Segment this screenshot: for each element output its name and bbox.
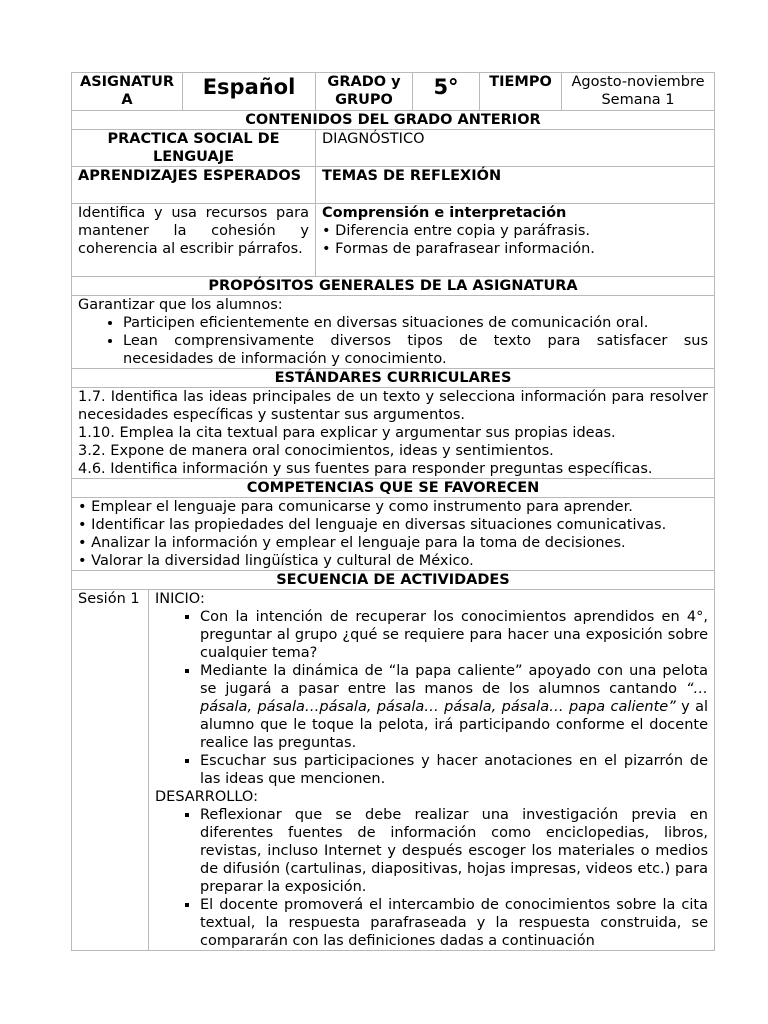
temas-label: TEMAS DE REFLEXIÓN <box>316 167 715 204</box>
practica-value: DIAGNÓSTICO <box>316 130 715 167</box>
list-item: 3.2. Expone de manera oral conocimientos, ideas y sentimientos. <box>78 443 554 459</box>
competencias-cell <box>72 498 715 571</box>
list-item: • Participen eficientemente en diversas situaciones de comunicación oral. <box>123 314 708 332</box>
secuencia-title: SECUENCIA DE ACTIVIDADES <box>72 571 715 590</box>
session-label: Sesión 1 <box>72 590 149 951</box>
grado-value: 5° <box>413 73 480 111</box>
asignatura-value: Español <box>183 73 316 111</box>
estandares-title: ESTÁNDARES CURRICULARES <box>72 369 715 388</box>
list-item: • Identificar las propiedades del lenguaje en diversas situaciones comunicativas. <box>78 517 667 533</box>
grado-label: GRADO y GRUPO <box>316 73 413 111</box>
list-item: 1.7. Identifica las ideas principales de un texto y selecciona información para resolver necesidades específicas y sustentar sus argumentos. <box>78 389 708 423</box>
list-item: • Valorar la diversidad lingüística y cultural de México. <box>78 553 474 569</box>
list-item: • Lean comprensivamente diversos tipos de texto para satisfacer sus necesidades de información y conocimiento. <box>123 332 708 368</box>
session-content <box>149 590 715 951</box>
asignatura-label: ASIGNATURA <box>72 73 183 111</box>
propositos-intro: Garantizar que los alumnos: <box>78 297 283 313</box>
list-item: • Emplear el lenguaje para comunicarse y como instrumento para aprender. <box>78 499 633 515</box>
temas-item: • Formas de parafrasear información. <box>322 241 595 257</box>
temas-heading: Comprensión e interpretación <box>322 205 567 221</box>
desarrollo-list <box>155 806 708 950</box>
list-item: 4.6. Identifica información y sus fuentes para responder preguntas específicas. <box>78 461 653 477</box>
inicio-list <box>155 608 708 788</box>
tiempo-label: TIEMPO <box>480 73 562 111</box>
list-item: ▪ Con la intención de recuperar los conocimientos aprendidos en 4°, preguntar al grupo ¿qué se requiere para hacer una exposición sobre cualquier tema? <box>200 608 708 662</box>
desarrollo-label: DESARROLLO: <box>155 789 258 805</box>
list-item: ▪ Escuchar sus participaciones y hacer anotaciones en el pizarrón de las ideas que mencionen. <box>200 752 708 788</box>
inicio-item-text: Mediante la dinámica de “la papa caliente” apoyado con una pelota se jugará a pasar entre las manos de los alumnos cantando <box>200 663 708 697</box>
aprendizajes-text: Identifica y usa recursos para mantener la cohesión y coherencia al escribir párrafos. <box>72 204 316 277</box>
lesson-plan-page <box>71 72 714 951</box>
temas-item: • Diferencia entre copia y paráfrasis. <box>322 223 590 239</box>
estandares-cell <box>72 388 715 479</box>
tiempo-value: Agosto-noviembre Semana 1 <box>562 73 715 111</box>
lesson-plan-table <box>71 72 715 951</box>
temas-cell <box>316 204 715 277</box>
list-item: 1.10. Emplea la cita textual para explicar y argumentar sus propias ideas. <box>78 425 616 441</box>
list-item: ▪ El docente promoverá el intercambio de conocimientos sobre la cita textual, la respuesta parafraseada y la respuesta construida, se compararán con las definiciones dadas a continuación <box>200 896 708 950</box>
contenidos-title: CONTENIDOS DEL GRADO ANTERIOR <box>72 111 715 130</box>
list-item <box>200 662 708 752</box>
competencias-title: COMPETENCIAS QUE SE FAVORECEN <box>72 479 715 498</box>
list-item: • Analizar la información y emplear el lenguaje para la toma de decisiones. <box>78 535 626 551</box>
inicio-label: INICIO: <box>155 591 205 607</box>
inicio-item-text: y al alumno que le toque la pelota, irá participando conforme el docente realice las preguntas. <box>200 699 708 751</box>
list-item: ▪ Reflexionar que se debe realizar una investigación previa en diferentes fuentes de información como enciclopedias, libros, revistas, incluso Internet y después escoger los materiales o medios de difusión (cartulinas, diapositivas, hojas impresas, videos etc.) para preparar la exposición. <box>200 806 708 896</box>
song-lyrics: “…pásala, pásala…pásala, pásala… pásala, pásala… papa caliente” <box>200 681 708 715</box>
propositos-cell <box>72 296 715 369</box>
propositos-list <box>78 314 708 368</box>
practica-label: PRACTICA SOCIAL DE LENGUAJE <box>72 130 316 167</box>
propositos-title: PROPÓSITOS GENERALES DE LA ASIGNATURA <box>72 277 715 296</box>
aprendizajes-label: APRENDIZAJES ESPERADOS <box>72 167 316 204</box>
